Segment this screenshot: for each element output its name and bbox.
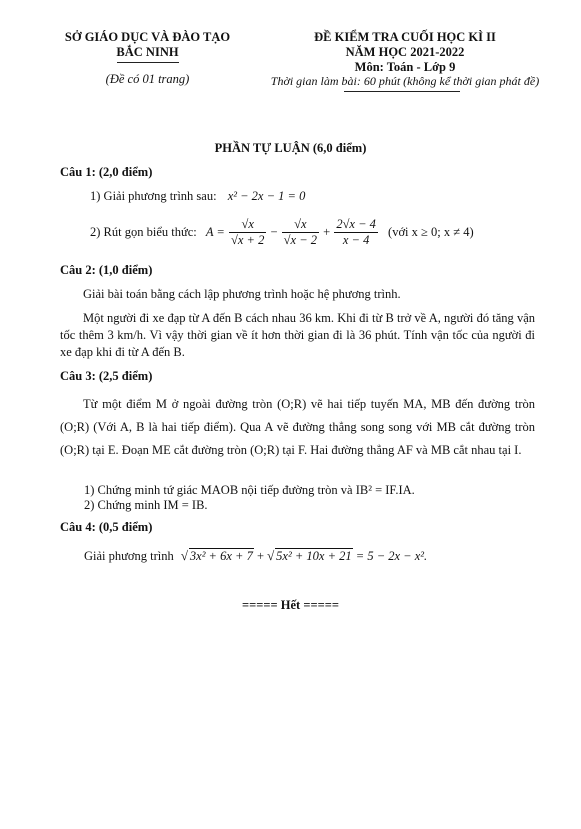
q1-expression-label: A = [205,225,225,239]
q3-body: Từ một điểm M ở ngoài đường tròn (O;R) vẽ hai tiếp tuyến MA, MB đến đường tròn (O;R) (Với A, B là hai tiếp điểm). Qua A vẽ đường thẳng song song với MB cắt đường tròn (O;R) tại E. Đoạn ME cắt đường tròn (O;R) tại F. Hai đường thẳng AF và MB cắt nhau tại I. [60,397,535,457]
q1-part1-equation: x² − 2x − 1 = 0 [227,189,306,203]
radical-2 [267,549,352,564]
department-name: SỞ GIÁO DỤC VÀ ĐÀO TẠO [64,30,231,44]
time-note: Thời gian làm bài: 60 phút (không kể thời gian phát đề) [270,74,540,88]
subject-line: Môn: Toán - Lớp 9 [354,60,456,74]
radicand-1: 3x² + 6x + 7 [189,549,253,563]
fraction-3-numerator: 2√x − 4 [336,217,376,231]
q1-part2 [90,217,474,248]
q1-part2-text: 2) Rút gọn biểu thức: [90,225,197,239]
end-marker: ===== Hết ===== [242,598,339,612]
fraction-1-numerator: √x [229,217,266,233]
header-left-rule [117,62,179,63]
q2-intro: Giải bài toán bằng cách lập phương trình hoặc hệ phương trình. [83,287,401,301]
exam-title: ĐỀ KIỂM TRA CUỐI HỌC KÌ II [314,30,496,44]
radical-1 [181,549,254,564]
q3-item-2: 2) Chứng minh IM = IB. [84,498,208,512]
header-right-rule [344,91,460,92]
q4-equation-line [84,549,427,564]
question-2-title: Câu 2: (1,0 điểm) [60,263,153,277]
fraction-1 [229,217,266,248]
radicand-2: 5x² + 10x + 21 [276,549,352,563]
q1-part1 [90,189,305,204]
question-1-title: Câu 1: (2,0 điểm) [60,165,153,179]
fraction-3 [334,217,378,248]
section-title: PHẦN TỰ LUẬN (6,0 điểm) [214,141,367,155]
question-4-title: Câu 4: (0,5 điểm) [60,520,153,534]
province-name: BẮC NINH [116,45,179,59]
fraction-2 [282,217,319,248]
question-3-title: Câu 3: (2,5 điểm) [60,369,153,383]
fraction-3-denominator: x − 4 [342,233,370,247]
fraction-2-denominator: √x − 2 [283,233,317,247]
page-count-note: (Đề có 01 trang) [105,72,190,86]
q1-condition: (với x ≥ 0; x ≠ 4) [388,225,474,239]
q1-part1-text: 1) Giải phương trình sau: [90,189,217,203]
q4-rhs: = 5 − 2x − x². [355,549,428,563]
plus-sign: + [323,225,331,239]
minus-sign: − [270,225,278,239]
fraction-2-numerator: √x [282,217,319,233]
q4-plus-sign: + [256,549,265,563]
fraction-1-denominator: √x + 2 [231,233,265,247]
q2-body: Một người đi xe đạp từ A đến B cách nhau 36 km. Khi đi từ B trở về A, người đó tăng vận tốc thêm 3 km/h. Vì vậy thời gian về ít hơn thời gian đi là 36 phút. Tính vận tốc của người đi xe đạp khi đi từ A đến B. [60,311,535,359]
q4-text: Giải phương trình [84,549,174,563]
school-year: NĂM HỌC 2021-2022 [345,45,465,59]
q3-item-1: 1) Chứng minh tứ giác MAOB nội tiếp đường tròn và IB² = IF.IA. [84,483,415,497]
